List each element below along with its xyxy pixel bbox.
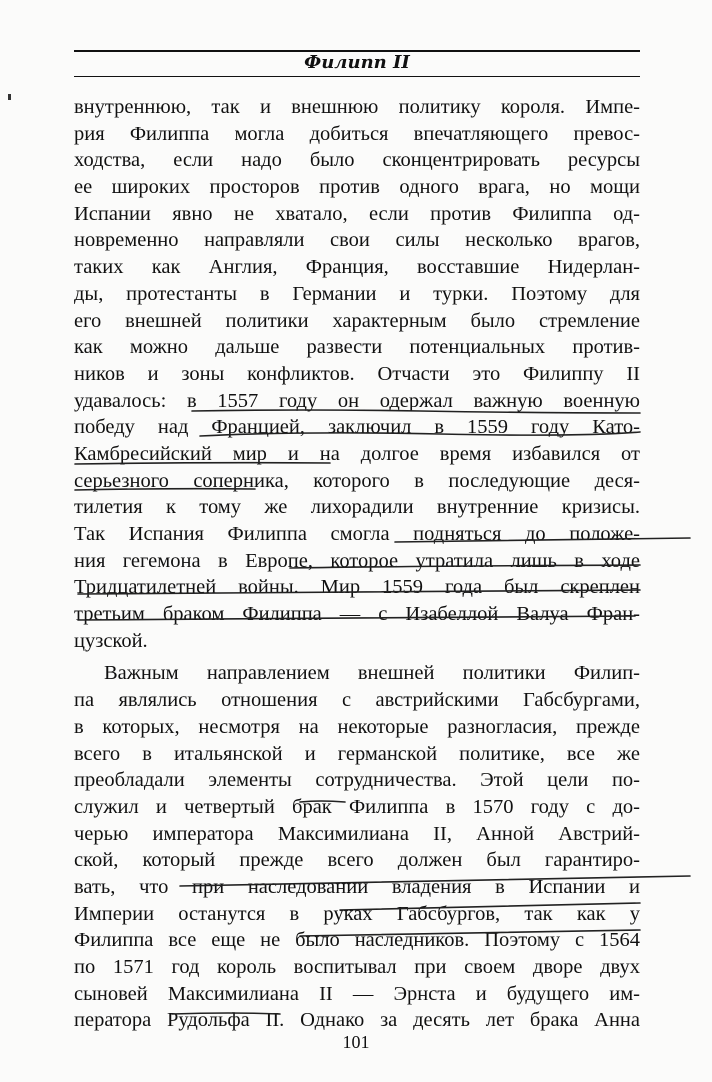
text-line: по 1571 год король воспитывал при своем дворе двух (74, 956, 640, 978)
text-line: всего в итальянской и германской политике, все же (74, 742, 640, 765)
text-line: преобладали элементы сотрудничества. Этой цели по- (74, 769, 640, 792)
text-line: цузской. (74, 629, 148, 652)
text-line: внутреннюю, так и внешнюю политику короля. Импе- (74, 96, 640, 118)
text-line: Испании явно не хватало, если против Филиппа од- (74, 202, 640, 225)
text-line: удавалось: в 1557 году он одержал важную военную (74, 389, 640, 412)
text-line: сыновей Максимилиана II — Эрнста и будущего им- (74, 982, 640, 1005)
text-line: как можно дальше развести потенциальных против- (74, 336, 640, 359)
text-line: его внешней политики характерным было стремление (74, 309, 640, 332)
text-line: черью императора Максимилиана II, Анной Австрий- (74, 822, 640, 845)
paragraph-1 (74, 94, 640, 654)
text-line: ников и зоны конфликтов. Отчасти это Филиппу II (74, 362, 640, 385)
text-line: таких как Англия, Франция, восставшие Нидерлан- (74, 256, 640, 279)
text-line: Тридцатилетней войны. Мир 1559 года был скреплен (74, 576, 640, 599)
text-line: па являлись отношения с австрийскими Габсбургами, (74, 689, 640, 712)
text-line: Важным направлением внешней политики Филип- (104, 662, 640, 685)
text-line: ее широких просторов против одного врага, но мощи (74, 176, 640, 199)
text-line: ходства, если надо было сконцентрировать ресурсы (74, 149, 640, 172)
text-line: ператора Рудольфа II. Однако за десять лет брака Анна (74, 1009, 640, 1032)
body-text (74, 94, 640, 1034)
text-line: Так Испания Филиппа смогла подняться до положе- (74, 523, 640, 545)
text-line: рия Филиппа могла добиться впечатляющего превос- (74, 122, 640, 145)
text-line: новременно направляли свои силы несколько врагов, (74, 229, 640, 252)
text-line: служил и четвертый брак Филиппа в 1570 году с до- (74, 795, 640, 818)
text-line: Филиппа все еще не было наследников. Поэтому с 1564 (74, 929, 640, 952)
page-number: 101 (342, 1032, 370, 1052)
text-line: вать, что при наследовании владения в Испании и (74, 875, 640, 898)
text-line: победу над Францией, заключил в 1559 году Като- (74, 416, 640, 439)
header-rule-bottom (74, 76, 640, 77)
text-line: третьим браком Филиппа — с Изабеллой Валуа Фран- (74, 603, 640, 626)
text-line: Камбресийский мир и на долгое время избавился от (74, 442, 640, 465)
text-line: серьезного соперника, которого в последующие деся- (74, 469, 640, 492)
running-head: Филипп II (304, 52, 410, 73)
text-line: ния гегемона в Европе, которое утратила лишь в ходе (74, 549, 640, 572)
text-line: тилетия к тому же лихорадили внутренние кризисы. (74, 496, 640, 519)
paragraph-2 (74, 660, 640, 1034)
text-line: ды, протестанты в Германии и турки. Поэтому для (74, 282, 640, 305)
text-line: Империи останутся в руках Габсбургов, так как у (74, 902, 640, 925)
text-line: ской, который прежде всего должен был гарантиро- (74, 849, 640, 872)
margin-mark (8, 94, 11, 100)
text-line: в которых, несмотря на некоторые разногласия, прежде (74, 715, 640, 738)
